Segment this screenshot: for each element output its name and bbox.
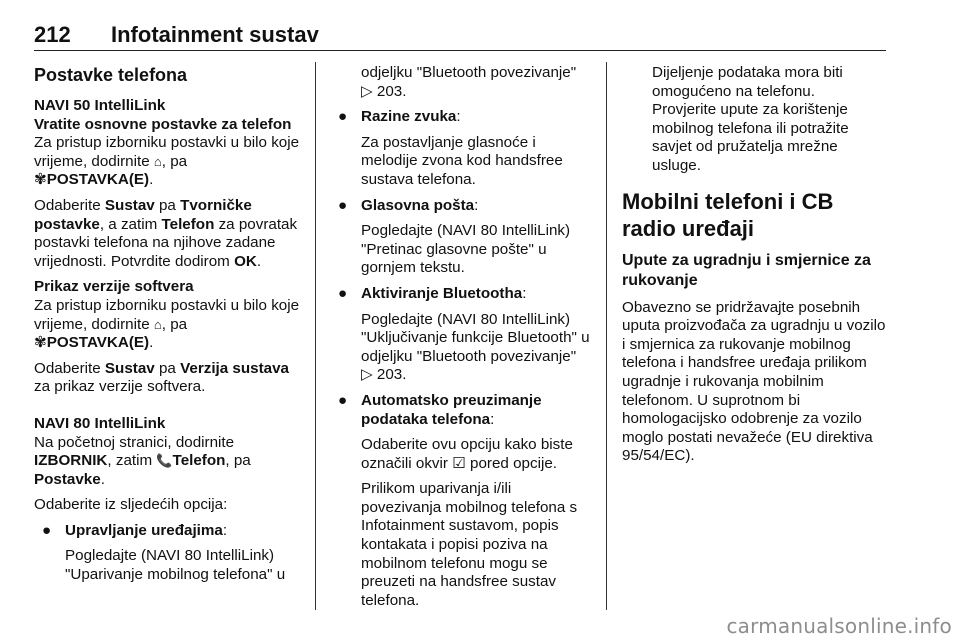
page-header-title: Infotainment sustav xyxy=(111,22,319,47)
bullet: ● xyxy=(338,391,348,409)
column-2: odjeljku "Bluetooth povezivanje" ▷ 203. ● Razine zvuka: Za postavljanje glasnoće i melodije zvona kod handsfree sustava telefona. ● Glasovna pošta: Pogledajte (NAVI 80 IntelliLink) "Pretinac glasovne pošte" u gornjem tekstu. ● Aktiviranje Bluetootha: Pogledajte (NAVI 80 IntelliLink) "Uključivanje funkcije Bluetooth" u odjeljku "Bluetooth povezivanje" ▷ 203. ● Automatsko preuzimanje podataka telefona: Odaberite ovu opciju kako biste označili okvir ☑ pored opcije. Prilikom uparivanja i/ili povezivanja mobilnog telefona s Infotainment sustavom, popis kontakata i popisi poziva na mobilnom telefonu mogu se preuzeti na handsfree sustav telefona. xyxy=(330,64,592,617)
reset-subheading: Vratite osnovne postavke za telefon xyxy=(34,115,292,133)
version-paragraph-2: Odaberite Sustav pa Verzija sustava za prikaz verzije softvera. xyxy=(34,359,289,396)
reset-paragraph-2: Odaberite Sustav pa Tvorničke postavke, a zatim Telefon za povratak postavki telefona na njihove zadane vrijednosti. Potvrdite dodirom OK. xyxy=(34,196,298,270)
bullet: ● xyxy=(338,108,348,126)
watermark: carmanualsonline.info xyxy=(726,614,952,638)
chapter-heading: Mobilni telefoni i CB radio uređaji xyxy=(622,188,834,241)
bullet: ● xyxy=(338,284,348,302)
bullet: ● xyxy=(338,196,348,214)
phone-icon: 📞 xyxy=(156,453,173,469)
section-title: Postavke telefona xyxy=(34,65,188,85)
column-1 xyxy=(34,64,302,592)
page-ref: ▷ 203. xyxy=(361,82,407,100)
home-icon: ⌂ xyxy=(153,153,162,169)
navi50-heading: NAVI 50 IntelliLink xyxy=(34,97,166,114)
list-item: ● Upravljanje uređajima: Pogledajte (NAVI 80 IntelliLink) "Uparivanje mobilnog telefona" u xyxy=(42,521,286,584)
subheading: Upute za ugradnju i smjernice za rukovanje xyxy=(622,251,871,289)
page-header xyxy=(34,22,886,51)
reset-paragraph-1: Za pristup izborniku postavki u bilo koje vrijeme, dodirnite ⌂, pa ✾POSTAVKA(E). xyxy=(34,134,300,189)
page-number: 212 xyxy=(34,22,71,47)
page-ref: ▷ 203. xyxy=(361,366,407,384)
column-divider-1 xyxy=(315,62,316,610)
list-item: ● Aktiviranje Bluetootha: Pogledajte (NAVI 80 IntelliLink) "Uključivanje funkcije Bluetooth" u odjeljku "Bluetooth povezivanje" ▷ 203. xyxy=(338,284,590,384)
bullet: ● xyxy=(42,521,52,539)
body-paragraph: Obavezno se pridržavajte posebnih uputa proizvođača za ugradnju u vozilo i smjernica za rukovanje mobilnog telefona i handsfree uređaja prilikom ugradnje i rukovanja mobilnim telefonom. U suprotnom bi homologacijsko odobrenje za vozilo moglo postati nevažeće (EU direktiva 95/54/EC). xyxy=(622,298,886,465)
list-item: ● Automatsko preuzimanje podataka telefona: Odaberite ovu opciju kako biste označili okvir ☑ pored opcije. Prilikom uparivanja i/ili povezivanja mobilnog telefona s Infotainment sustavom, popis kontakata i popisi poziva na mobilnom telefonu mogu se preuzeti na handsfree sustav telefona. xyxy=(338,391,578,609)
gear-icon: ✾ xyxy=(34,334,47,352)
checkbox-icon: ☑ xyxy=(452,454,466,472)
list-item: ● Glasovna pošta: Pogledajte (NAVI 80 IntelliLink) "Pretinac glasovne pošte" u gornjem tekstu. xyxy=(338,196,571,277)
list-item: ● Razine zvuka: Za postavljanje glasnoće i melodije zvona kod handsfree sustava telefona. xyxy=(338,108,563,188)
navi80-paragraph-2: Odaberite iz sljedećih opcija: xyxy=(34,496,228,514)
version-paragraph-1: Za pristup izborniku postavki u bilo koje vrijeme, dodirnite ⌂, pa ✾POSTAVKA(E). xyxy=(34,296,300,352)
home-icon: ⌂ xyxy=(153,316,162,332)
column-3: Dijeljenje podataka mora biti omogućeno na telefonu. Provjerite upute za korištenje mobilnog telefona ili potražite savjet od pružatelja mrežne usluge. Mobilni telefoni i CB radio uređaji Upute za ugradnju i smjernice za rukovanje Obavezno se pridržavajte posebnih uputa proizvođača za ugradnju u vozilo i smjernica za rukovanje mobilnog telefona i handsfree uređaja prilikom ugradnje i rukovanja mobilnim telefonom. U suprotnom bi homologacijsko odobrenje za vozilo moglo postati nevažeće (EU direktiva 95/54/EC). xyxy=(622,64,890,473)
navi80-heading: NAVI 80 IntelliLink xyxy=(34,414,166,432)
gear-icon: ✾ xyxy=(34,171,47,189)
navi80-paragraph-1: Na početnoj stranici, dodirnite IZBORNIK, zatim 📞Telefon, pa Postavke. xyxy=(34,433,251,488)
column-divider-2 xyxy=(606,62,607,610)
version-subheading: Prikaz verzije softvera xyxy=(34,278,194,296)
